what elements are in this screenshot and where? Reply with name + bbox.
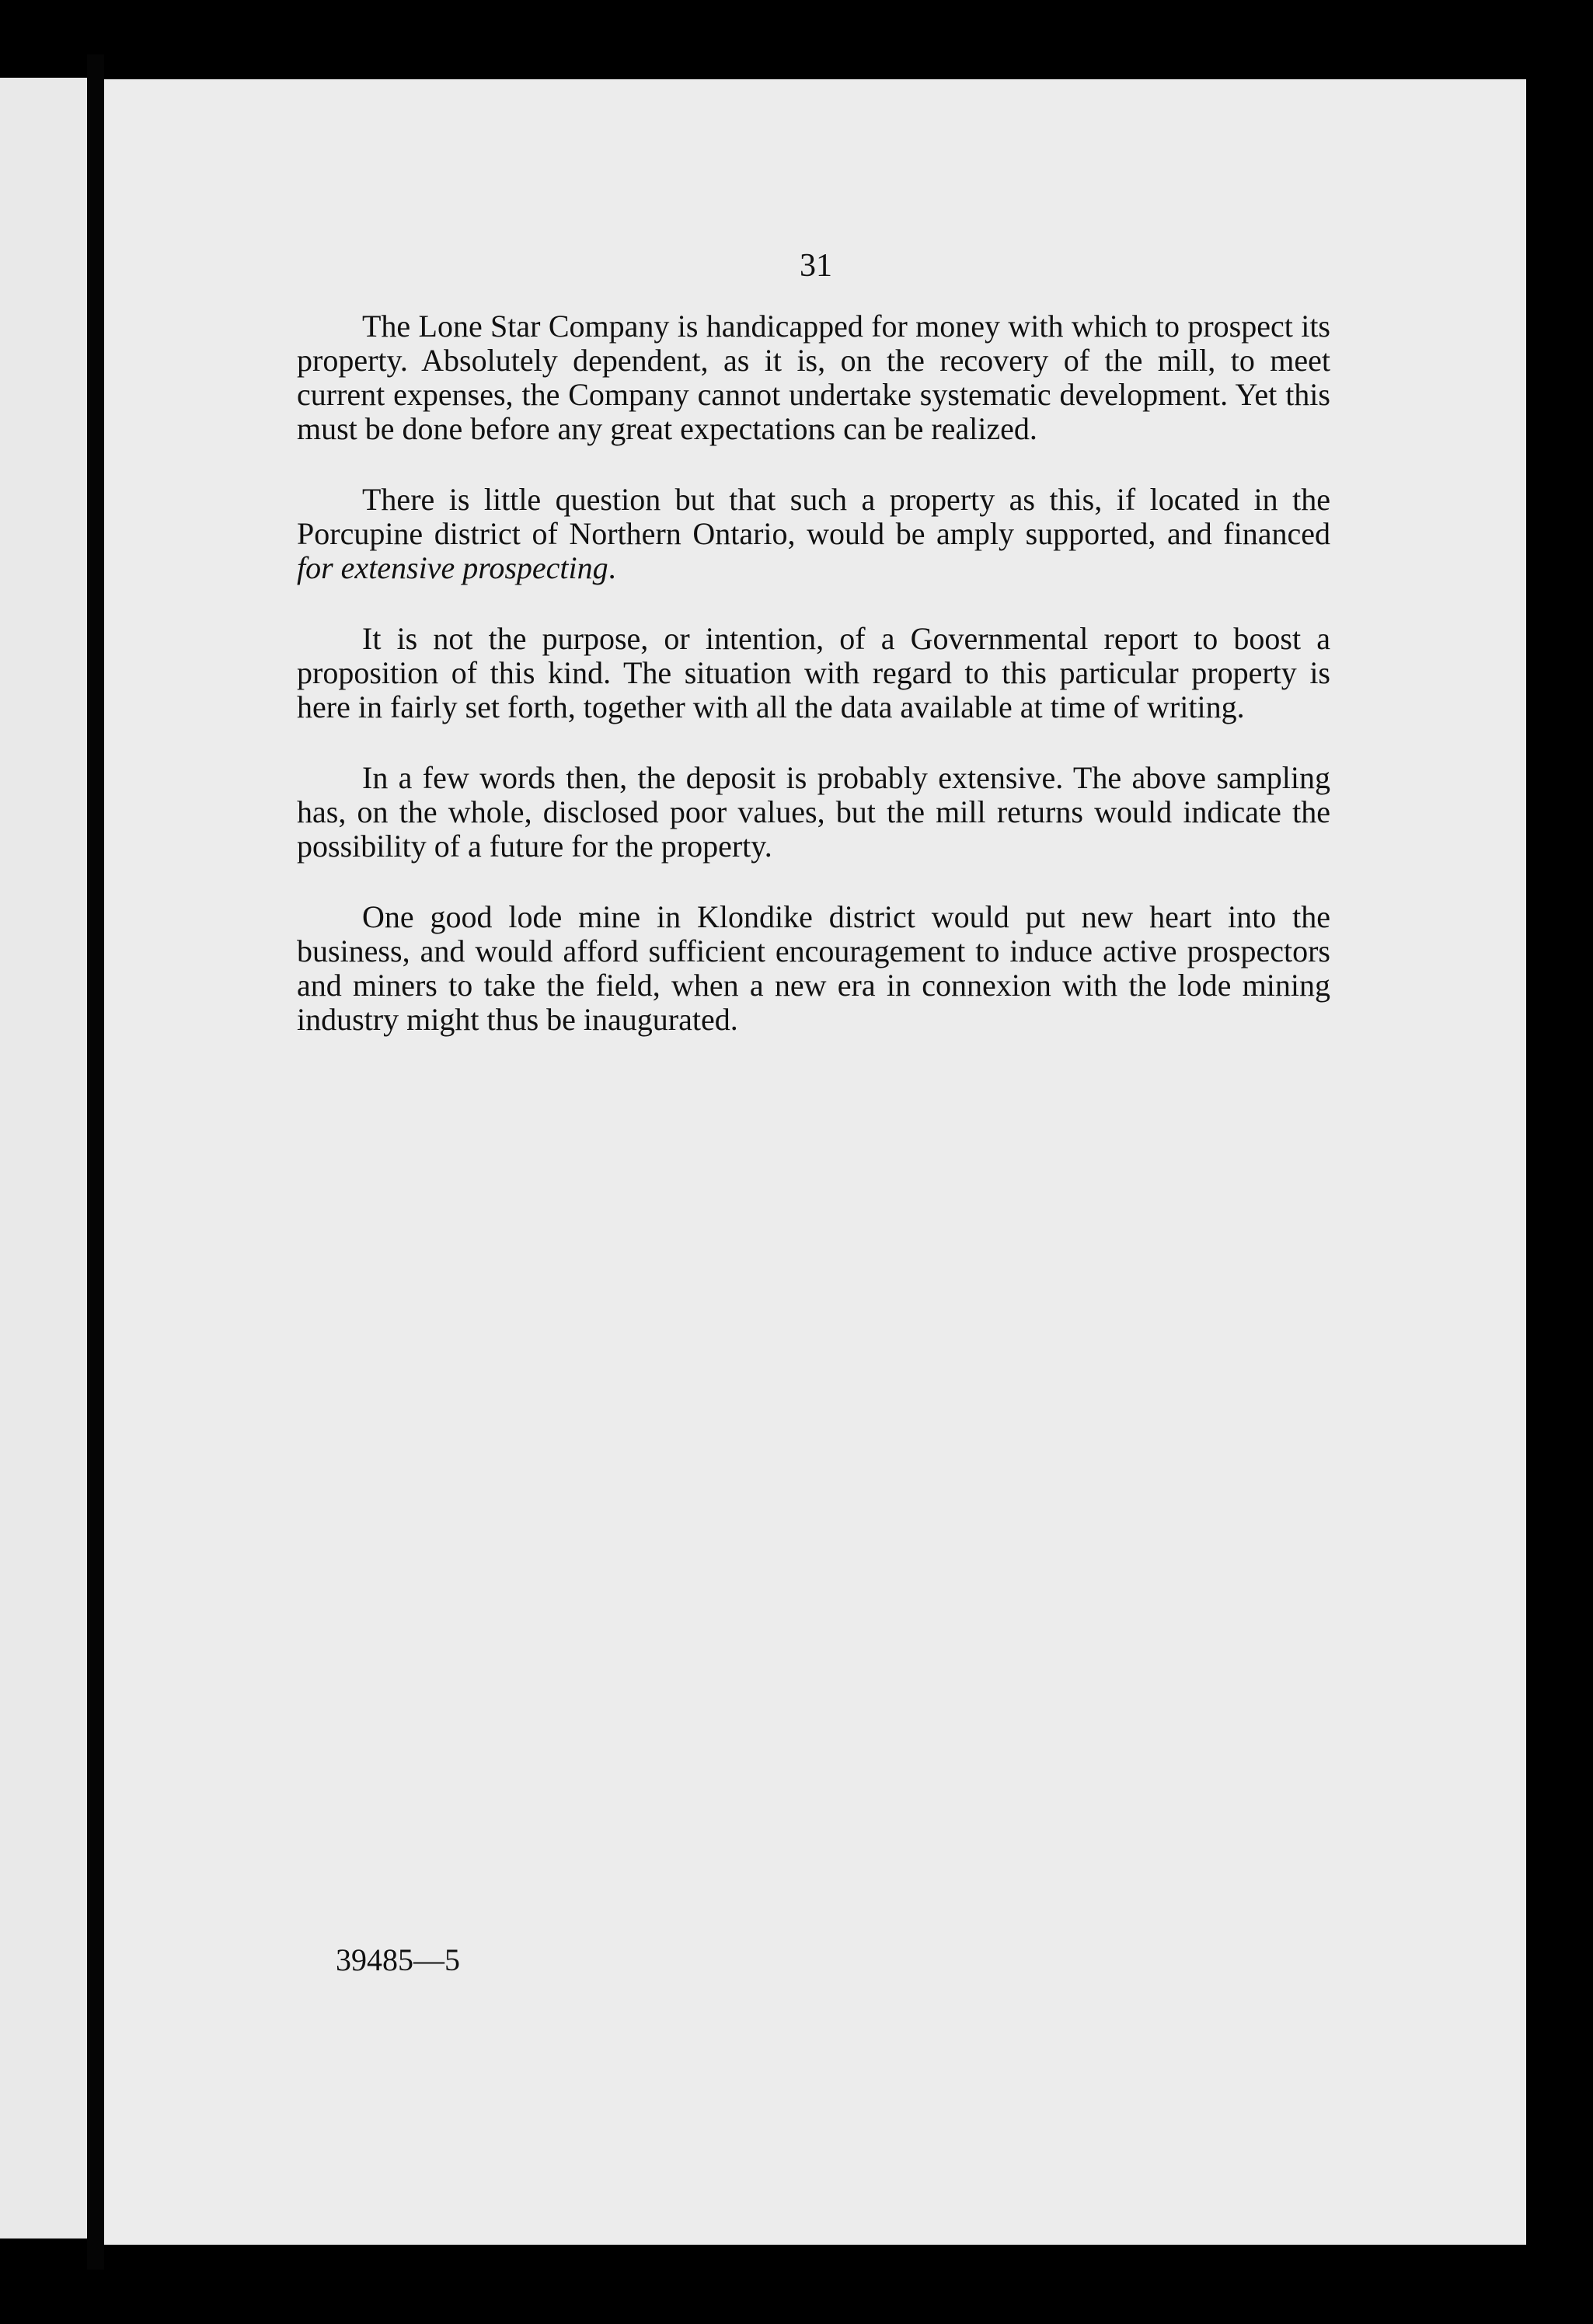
- book-spine: [87, 54, 104, 2270]
- page-number: 31: [800, 248, 832, 284]
- paragraph-5: One good lode mine in Klondike district would put new heart into the business, and would afford sufficient encouragement to induce active prospectors and miners to take the field, when a new era in connexion with the lode mining industry might thus be inaugurated.: [297, 899, 1330, 1037]
- paragraph-4: In a few words then, the deposit is probably extensive. The above sampling has, on the whole, disclosed poor values, but the mill returns would indicate the possibility of a future for the property.: [297, 760, 1330, 864]
- paragraph-1: The Lone Star Company is handicapped for money with which to prospect its property. Absolutely dependent, as it is, on the recovery of the mill, to meet current expenses, the Company cannot undertake systematic development. Yet this must be done before any great expectations can be realized.: [297, 309, 1330, 446]
- paragraph-2: There is little question but that such a property as this, if located in the Porcupine district of Northern Ontario, would be amply supported, and financed for extensive prospecting.: [297, 482, 1330, 585]
- facing-page-edge: [0, 78, 87, 2239]
- print-code: 39485—5: [336, 1942, 460, 1977]
- body-text: [297, 309, 1330, 1073]
- paragraph-3: It is not the purpose, or intention, of a Governmental report to boost a proposition of this kind. The situation with regard to this particular property is here in fairly set forth, together with all the data available at time of writing.: [297, 621, 1330, 724]
- emphasis-text: for extensive prospecting: [297, 550, 608, 585]
